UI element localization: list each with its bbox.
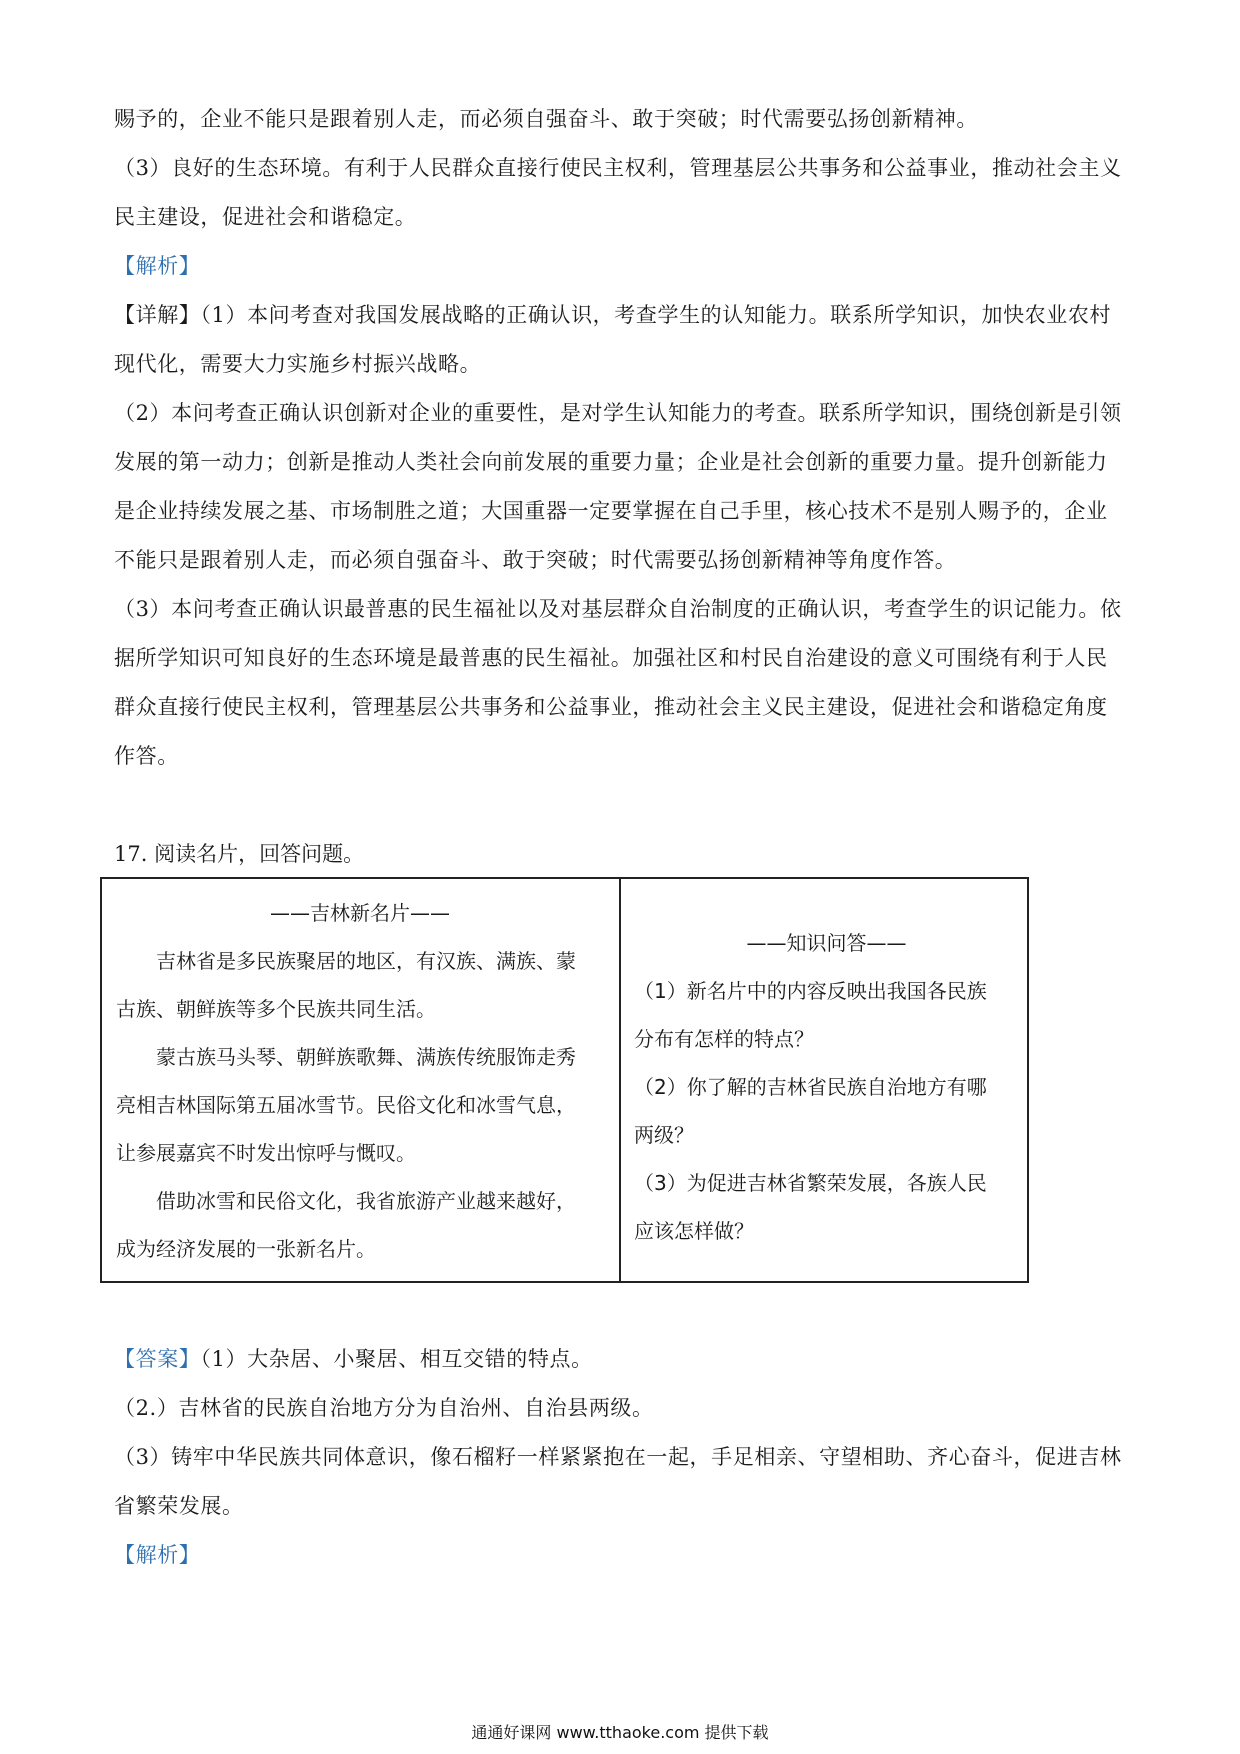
- text-line: （3）铸牢中华民族共同体意识，像石榴籽一样紧紧抱在一起，手足相亲、守望相助、齐心奋斗，促进吉林: [114, 1445, 1122, 1469]
- card-right-heading: ——知识问答——: [746, 931, 907, 955]
- card-right-panel: [634, 919, 1019, 1255]
- text-line: [114, 291, 1130, 340]
- text-line: 发展的第一动力；创新是推动人类社会向前发展的重要力量；企业是社会创新的重要力量。提升创新能力: [114, 450, 1108, 474]
- question-title: 17. 阅读名片，回答问题。: [114, 842, 365, 866]
- card-left-paragraph: [116, 937, 604, 985]
- text-line: 古族、朝鲜族等多个民族共同生活。: [116, 997, 436, 1021]
- text-line: 不能只是跟着别人走，而必须自强奋斗、敢于突破；时代需要弘扬创新精神等角度作答。: [114, 548, 957, 572]
- page-footer: 通通好课网 www.tthaoke.com 提供下载: [471, 1723, 769, 1742]
- text-line: 借助冰雪和民俗文化，我省旅游产业越来越好，: [156, 1189, 576, 1213]
- text-line: 亮相吉林国际第五届冰雪节。民俗文化和冰雪气息，: [116, 1093, 576, 1117]
- text-line: （1）新名片中的内容反映出我国各民族: [634, 979, 987, 1003]
- card-divider: [619, 879, 621, 1281]
- text-line: （3）为促进吉林省繁荣发展，各族人民: [634, 1171, 987, 1195]
- text-line: 是企业持续发展之基、市场制胜之道；大国重器一定要掌握在自己手里，核心技术不是别人赐予的，企业: [114, 499, 1108, 523]
- text-line: 群众直接行使民主权利，管理基层公共事务和公益事业，推动社会主义民主建设，促进社会和谐稳定角度: [114, 695, 1108, 719]
- analysis-section-1: [114, 242, 1130, 291]
- text-line: 据所学知识可知良好的生态环境是最普惠的民生福祉。加强社区和村民自治建设的意义可围绕有利于人民: [114, 646, 1108, 670]
- text-line: 民主建设，促进社会和谐稳定。: [114, 205, 417, 229]
- text-line: 作答。: [114, 744, 179, 768]
- detail-section: [114, 291, 1130, 781]
- text-line: 蒙古族马头琴、朝鲜族歌舞、满族传统服饰走秀: [156, 1045, 576, 1069]
- answer-line: （1）大杂居、小聚居、相互交错的特点。: [200, 1347, 593, 1371]
- answer-continuation: [114, 95, 1130, 242]
- text-line: 分布有怎样的特点？: [634, 1027, 814, 1051]
- text-line: 成为经济发展的一张新名片。: [116, 1237, 376, 1261]
- text-line: （2）你了解的吉林省民族自治地方有哪: [634, 1075, 987, 1099]
- text-line: 吉林省是多民族聚居的地区，有汉族、满族、蒙: [156, 949, 576, 973]
- text-line: （3）良好的生态环境。有利于人民群众直接行使民主权利，管理基层公共事务和公益事业，推动社会主义: [114, 156, 1122, 180]
- text-line: 省繁荣发展。: [114, 1494, 244, 1518]
- text-line: [114, 1335, 1130, 1384]
- text-line: （2）本问考查正确认识创新对企业的重要性，是对学生认知能力的考查。联系所学知识，围绕创新是引领: [114, 401, 1122, 425]
- text-line: 赐予的，企业不能只是跟着别人走，而必须自强奋斗、敢于突破；时代需要弘扬创新精神。: [114, 107, 978, 131]
- answer-tag: 【答案】: [114, 1347, 201, 1371]
- answer-section: [114, 1335, 1130, 1531]
- business-card-table: [100, 877, 1029, 1283]
- analysis-section-2: [114, 1531, 1130, 1580]
- detail-tag: 【详解】: [114, 303, 201, 327]
- text-line: （2.）吉林省的民族自治地方分为自治州、自治县两级。: [114, 1396, 654, 1420]
- text-line: 两级？: [634, 1123, 694, 1147]
- detail-line: （1）本问考查对我国发展战略的正确认识，考查学生的认知能力。联系所学知识，加快农业农村: [200, 303, 1112, 327]
- text-line: 应该怎样做？: [634, 1219, 754, 1243]
- text-line: 现代化，需要大力实施乡村振兴战略。: [114, 352, 482, 376]
- text-line: （3）本问考查正确认识最普惠的民生福祉以及对基层群众自治制度的正确认识，考查学生的识记能力。依: [114, 597, 1122, 621]
- analysis-tag: 【解析】: [114, 254, 201, 278]
- analysis-tag: 【解析】: [114, 1543, 201, 1567]
- text-line: 让参展嘉宾不时发出惊呼与慨叹。: [116, 1141, 416, 1165]
- card-left-panel: [116, 889, 604, 1273]
- card-left-heading: ——吉林新名片——: [270, 901, 450, 925]
